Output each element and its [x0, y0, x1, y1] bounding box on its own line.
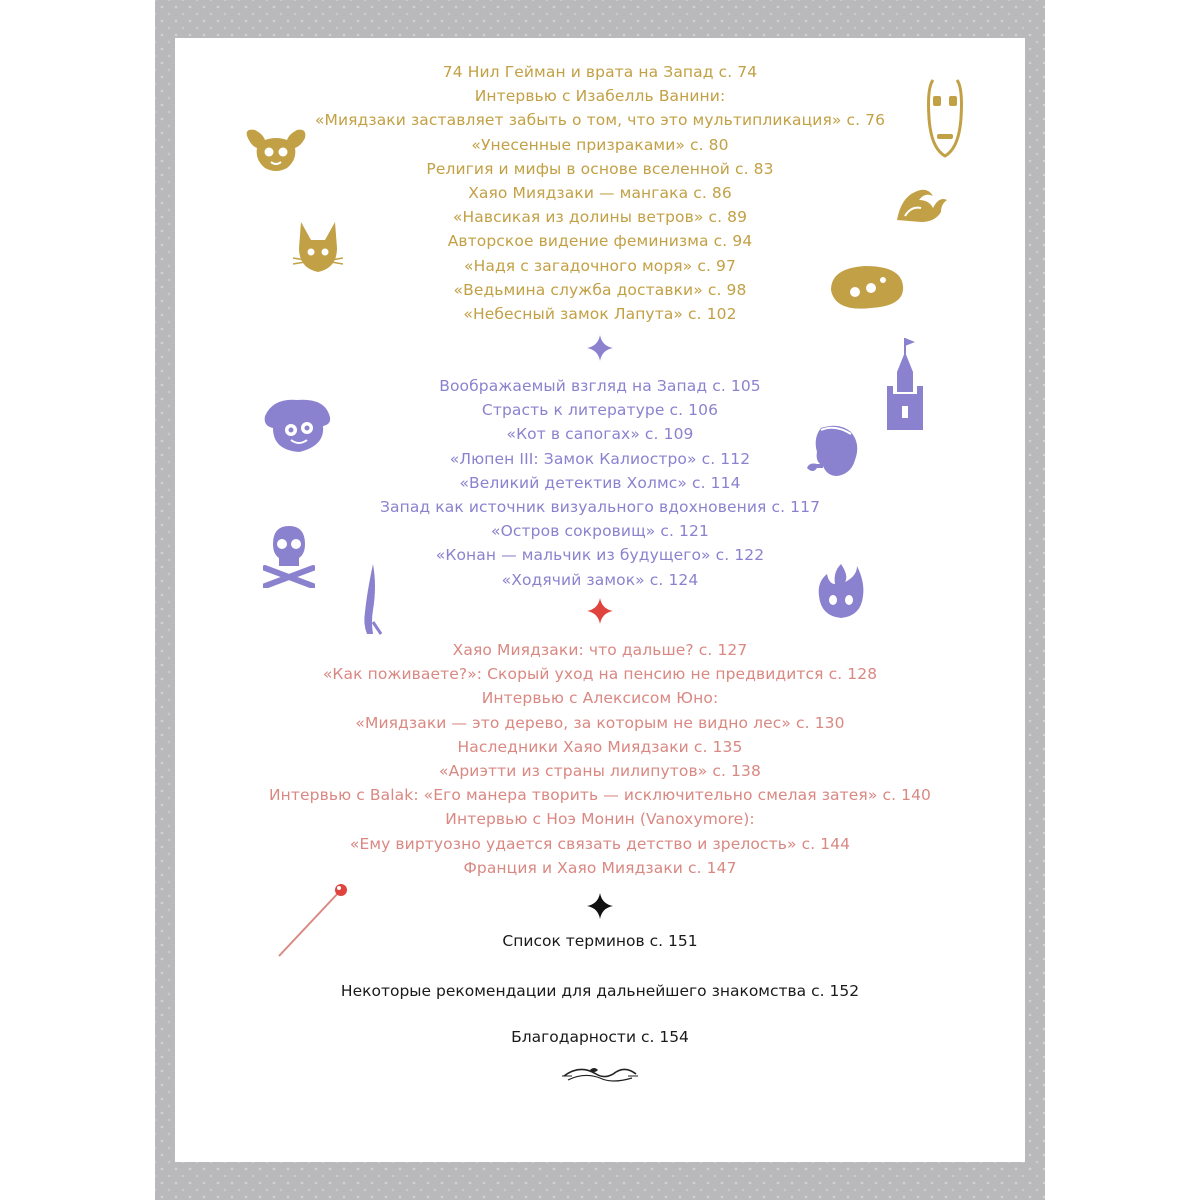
toc-entry: Хаяо Миядзаки: что дальше? с. 127: [452, 641, 748, 659]
toc-entry: Религия и мифы в основе вселенной с. 83: [426, 159, 774, 178]
toc-entry: Страсть к литературе с. 106: [481, 401, 719, 420]
toc-entry: Интервью с Алексисом Юно:: [481, 689, 719, 708]
puss-in-boots-icon: [263, 396, 333, 456]
toc-entry-thanks: Благодарности с. 154: [511, 1028, 689, 1046]
toc-entry: Интервью с Изабелль Ванини:: [474, 87, 726, 106]
fox-squirrel-icon: [243, 126, 309, 174]
toc-entry: «Миядзаки — это дерево, за которым не видно лес» с. 130: [355, 713, 845, 732]
toc-entry-recommendations: Некоторые рекомендации для дальнейшего знакомства с. 152: [340, 982, 860, 1000]
no-face-mask-icon: [925, 78, 965, 158]
toc-entry: «Конан — мальчик из будущего» с. 122: [435, 546, 765, 565]
toc-entry: Воображаемый взгляд на Запад с. 105: [439, 377, 761, 395]
toc-section-coral: [175, 638, 1025, 880]
ohmu-icon: [825, 260, 907, 314]
toc-entry: Авторское видение феминизма с. 94: [447, 232, 753, 251]
wave-spirit-icon: [895, 178, 949, 224]
toc-entry: «Ходячий замок» с. 124: [501, 570, 699, 589]
toc-entry: Интервью с Ноэ Монин (Vanoxymore):: [445, 810, 755, 829]
toc-entry: «Люпен III: Замок Калиостро» с. 112: [449, 449, 751, 468]
toc-entry: «Ему виртуозно удается связать детство и зрелость» с. 144: [349, 834, 851, 853]
detective-holmes-icon: [805, 422, 865, 482]
toc-entry: Интервью с Balak: «Его манера творить — исключительно смелая затея» с. 140: [268, 786, 932, 805]
skull-crossbones-icon: [263, 524, 315, 588]
diamond-star-icon: [587, 598, 613, 624]
sword-icon: [359, 562, 387, 636]
pin-needle-icon: [275, 880, 351, 960]
toc-entry: «Как поживаете?»: Скорый уход на пенсию не предвидится с. 128: [322, 665, 878, 684]
book-page: [175, 38, 1025, 1162]
toc-entry: «Надя с загадочного моря» с. 97: [464, 256, 736, 275]
toc-entry: «Унесенные призраками» с. 80: [471, 135, 729, 154]
toc-entry: Франция и Хаяо Миядзаки с. 147: [463, 858, 737, 877]
toc-entry: Хаяо Миядзаки — мангака с. 86: [468, 184, 732, 203]
toc-entry: «Миядзаки заставляет забыть о том, что это мультипликация» с. 76: [314, 111, 886, 130]
diamond-star-icon: [587, 335, 613, 361]
toc-entry: «Небесный замок Лапута» с. 102: [463, 305, 737, 324]
toc-entry: «Великий детектив Холмс» с. 114: [459, 473, 741, 492]
kiki-cat-icon: [293, 218, 343, 280]
diamond-star-icon: [587, 893, 613, 919]
toc-entry: 74 Нил Гейман и врата на Запад с. 74: [442, 63, 758, 81]
castle-tower-icon: [883, 336, 927, 432]
flourish-icon: [560, 1060, 640, 1090]
page-frame: [155, 0, 1045, 1200]
toc-entry-terms: Список терминов с. 151: [502, 932, 698, 950]
toc-entry: «Ариэтти из страны лилипутов» с. 138: [439, 762, 761, 781]
toc-entry: Запад как источник визуального вдохновения с. 117: [379, 498, 821, 517]
toc-entry: «Остров сокровищ» с. 121: [491, 522, 709, 541]
toc-entry: Наследники Хаяо Миядзаки с. 135: [457, 737, 743, 756]
toc-entry: «Ведьмина служба доставки» с. 98: [453, 280, 747, 299]
toc-entry: «Кот в сапогах» с. 109: [506, 425, 694, 444]
calcifer-flame-icon: [817, 562, 865, 620]
toc-entry: «Навсикая из долины ветров» с. 89: [452, 208, 748, 227]
